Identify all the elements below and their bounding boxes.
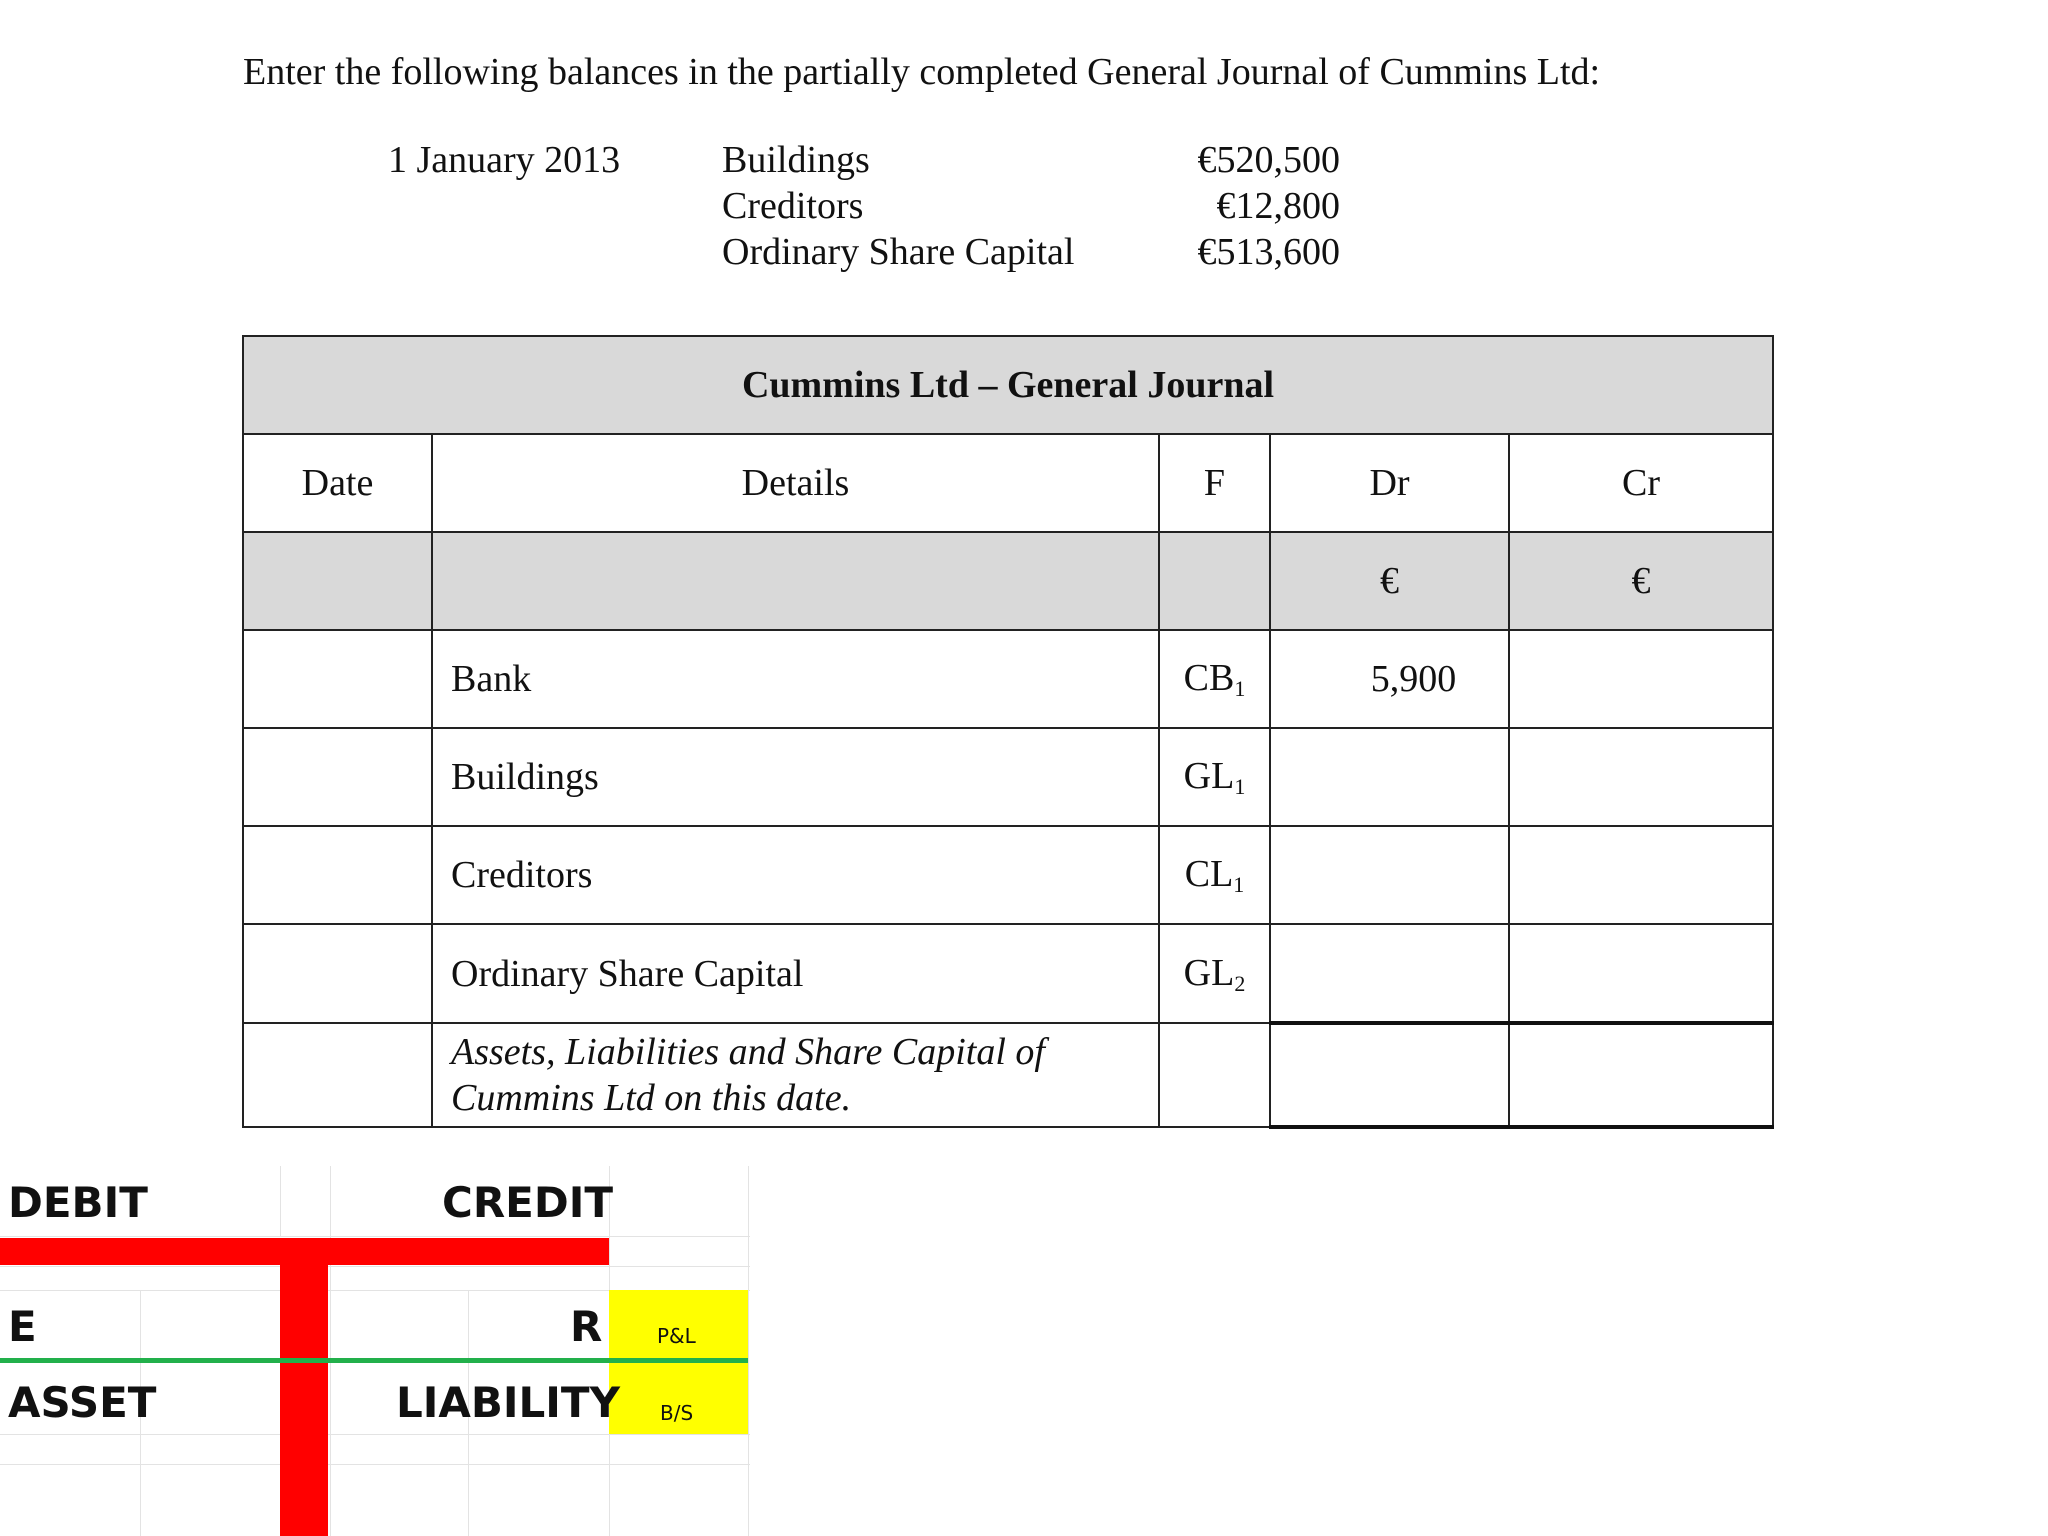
total-dr-cell[interactable] — [1270, 1023, 1509, 1127]
row-details-cell: Buildings — [432, 728, 1159, 826]
liability-label: LIABILITY — [396, 1378, 620, 1427]
pl-tag: P&L — [657, 1324, 696, 1348]
t-account-top-bar — [0, 1238, 609, 1265]
row-folio-cell: $GL_2$ — [1159, 924, 1270, 1023]
balance-account-share-capital: Ordinary Share Capital — [722, 231, 1075, 273]
general-journal-table — [242, 335, 1774, 1129]
header-details: Details — [432, 434, 1159, 532]
table-row — [243, 630, 1773, 728]
narration-line-2: Cummins Ltd on this date. — [451, 1077, 852, 1119]
revenue-label: R — [570, 1302, 603, 1351]
currency-dr: € — [1270, 532, 1509, 630]
row-dr-cell[interactable] — [1270, 728, 1509, 826]
credit-label: CREDIT — [442, 1178, 613, 1227]
balance-amount-buildings: €520,500 — [1197, 139, 1340, 181]
row-folio-cell: $CB_1$ — [1159, 630, 1270, 728]
row-cr-cell[interactable] — [1509, 924, 1773, 1023]
narration-text — [432, 1023, 1159, 1127]
balances-date: 1 January 2013 — [388, 139, 621, 181]
debit-label: DEBIT — [8, 1178, 148, 1227]
header-dr: Dr — [1270, 434, 1509, 532]
header-folio: F — [1159, 434, 1270, 532]
row-dr-cell[interactable] — [1270, 924, 1509, 1023]
currency-row-folio — [1159, 532, 1270, 630]
instruction-text: Enter the following balances in the partially completed General Journal of Cummins Ltd: — [243, 51, 1601, 93]
narration-date-cell — [243, 1023, 432, 1127]
t-account-stem — [280, 1265, 328, 1536]
row-cr-cell[interactable] — [1509, 630, 1773, 728]
t-account-diagram — [0, 1166, 750, 1536]
row-folio-cell: $CL_1$ — [1159, 826, 1270, 924]
balance-amount-creditors: €12,800 — [1216, 185, 1340, 227]
row-date-cell[interactable] — [243, 630, 432, 728]
currency-row-date — [243, 532, 432, 630]
balance-account-buildings: Buildings — [722, 139, 870, 181]
row-date-cell[interactable] — [243, 826, 432, 924]
row-details-cell: Creditors — [432, 826, 1159, 924]
table-row — [243, 728, 1773, 826]
journal-title: Cummins Ltd – General Journal — [243, 336, 1773, 434]
row-details-cell: Ordinary Share Capital — [432, 924, 1159, 1023]
narration-folio-cell — [1159, 1023, 1270, 1127]
bs-tag: B/S — [660, 1401, 694, 1425]
balance-account-creditors: Creditors — [722, 185, 864, 227]
balance-amount-share-capital: €513,600 — [1197, 231, 1340, 273]
expense-label: E — [8, 1302, 37, 1351]
row-date-cell[interactable] — [243, 924, 432, 1023]
table-row — [243, 924, 1773, 1023]
row-dr-cell[interactable]: 5,900 — [1270, 630, 1509, 728]
row-details-cell: Bank — [432, 630, 1159, 728]
header-cr: Cr — [1509, 434, 1773, 532]
table-row — [243, 826, 1773, 924]
row-cr-cell[interactable] — [1509, 728, 1773, 826]
header-date: Date — [243, 434, 432, 532]
row-dr-cell[interactable] — [1270, 826, 1509, 924]
currency-cr: € — [1509, 532, 1773, 630]
total-cr-cell[interactable] — [1509, 1023, 1773, 1127]
row-cr-cell[interactable] — [1509, 826, 1773, 924]
row-folio-cell: $GL_1$ — [1159, 728, 1270, 826]
asset-label: ASSET — [8, 1378, 157, 1427]
row-date-cell[interactable] — [243, 728, 432, 826]
currency-row-details — [432, 532, 1159, 630]
narration-line-1: Assets, Liabilities and Share Capital of — [451, 1031, 1045, 1073]
narration-row — [243, 1023, 1773, 1127]
pl-bs-divider — [0, 1358, 748, 1363]
